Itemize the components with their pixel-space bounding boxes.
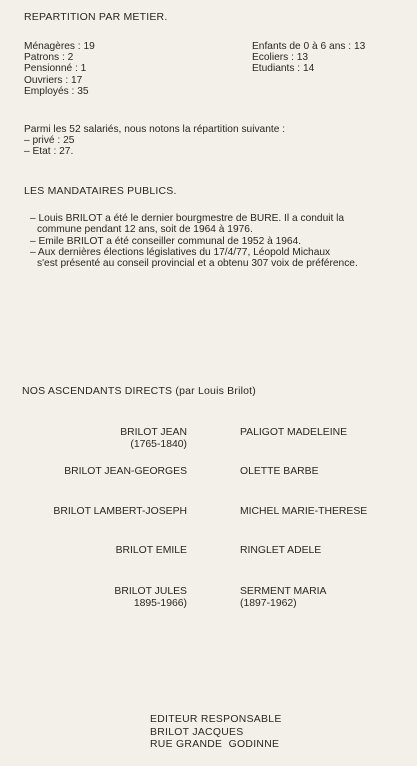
ancestor-female: SERMENT MARIA (1897-1962) — [240, 586, 327, 609]
ancestor-male: BRILOT JEAN-GEORGES — [64, 466, 187, 477]
list-item: – Etat : 27. — [24, 146, 74, 158]
editor-line: EDITEUR RESPONSABLE — [150, 714, 282, 725]
ancestor-male: BRILOT JULES 1895-1966) — [114, 586, 187, 609]
editor-block — [150, 714, 282, 752]
list-item: – privé : 25 — [24, 135, 75, 147]
ancestor-female: PALIGOT MADELEINE — [240, 427, 348, 438]
section-title-repartition: REPARTITION PAR METIER. — [24, 11, 168, 23]
section-title-mandataires: LES MANDATAIRES PUBLICS. — [24, 185, 177, 197]
editor-line: BRILOT JACQUES — [150, 726, 244, 738]
salaries-breakdown — [24, 124, 285, 158]
ancestor-female: OLETTE BARBE — [240, 466, 319, 477]
list-item: Ecoliers : 13 — [252, 52, 309, 64]
ancestor-female: RINGLET ADELE — [240, 545, 322, 556]
section-title-ascendants: NOS ASCENDANTS DIRECTS (par Louis Brilot) — [22, 385, 257, 397]
list-item: Ménagères : 19 — [24, 41, 95, 52]
editor-line: RUE GRANDE GODINNE — [150, 739, 280, 750]
salaries-intro: Parmi les 52 salariés, nous notons la répartition suivante : — [24, 124, 286, 135]
ancestor-male: BRILOT LAMBERT-JOSEPH — [53, 506, 187, 517]
left-occupation-list — [24, 41, 95, 97]
ancestor-male: BRILOT JEAN (1765-1840) — [120, 427, 187, 450]
mandataire-item: – Aux dernières élections législatives du 17/4/77, Léopold Michaux s'est présenté au conseil provincial et a obtenu 307 voix de préférence. — [30, 247, 358, 270]
list-item: Patrons : 2 — [24, 52, 74, 64]
list-item: Enfants de 0 à 6 ans : 13 — [252, 41, 366, 52]
list-item: Pensionné : 1 — [24, 63, 87, 75]
list-item: Ouvriers : 17 — [24, 74, 83, 86]
ancestor-male: BRILOT EMILE — [115, 545, 187, 556]
mandataire-item: – Louis BRILOT a été le dernier bourgmestre de BURE. Il a conduit la commune pendant 12 ans, soit de 1964 à 1976. — [30, 213, 345, 236]
ancestor-female: MICHEL MARIE-THERESE — [240, 506, 368, 517]
list-item: Employés : 35 — [24, 85, 89, 97]
mandataire-item: – Emile BRILOT a été conseiller communal de 1952 à 1964. — [30, 236, 302, 247]
right-children-list — [252, 41, 365, 75]
list-item: Etudiants : 14 — [252, 63, 315, 75]
